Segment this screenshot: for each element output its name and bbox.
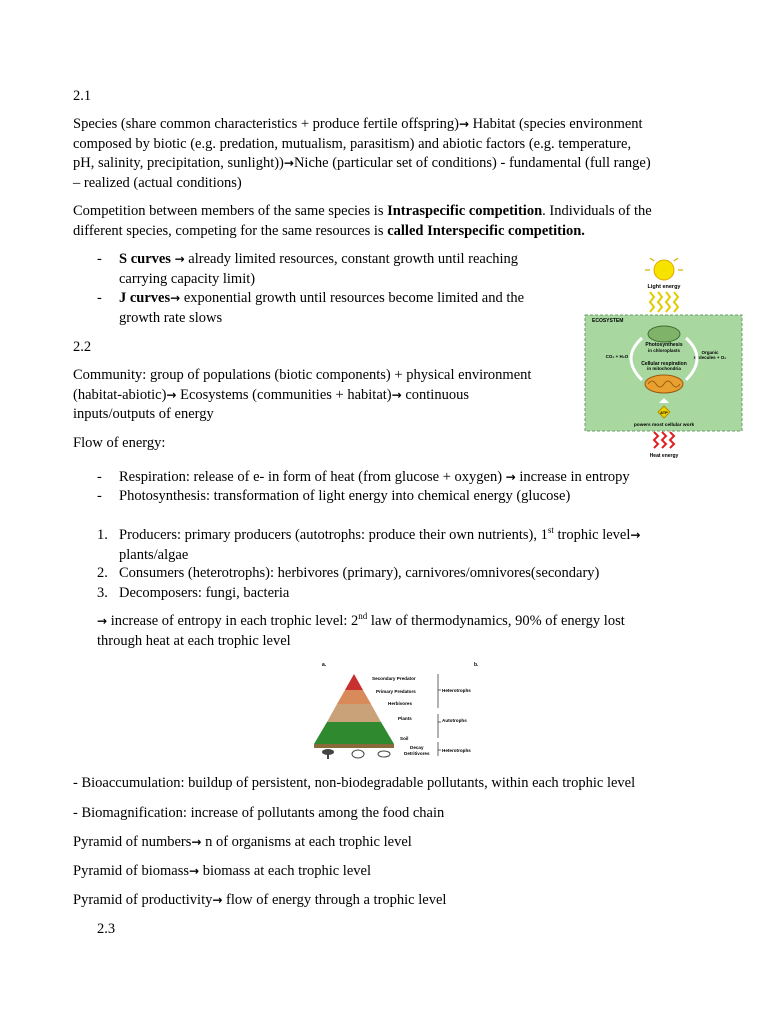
pyramid-of-numbers-text: Pyramid of numbers→ n of organisms at each trophic level bbox=[73, 834, 412, 850]
powers-work-label: powers most cellular work bbox=[633, 423, 695, 428]
community-paragraph: Community: group of populations (biotic components) + physical environment (habitat-abiotic)→ Ecosystems (communities + habitat)→ continuous inputs/outputs of energy bbox=[73, 367, 532, 422]
list-number: 2. bbox=[97, 565, 108, 581]
section-heading-2-2: 2.2 bbox=[73, 339, 92, 355]
pyramid-of-biomass-text: Pyramid of biomass→ biomass at each trophic level bbox=[73, 863, 371, 879]
list-item-consumers: Consumers (heterotrophs): herbivores (primary), carnivores/omnivores(secondary) bbox=[119, 565, 600, 581]
plants-label: Plants bbox=[398, 716, 412, 721]
species-paragraph: Species (share common characteristics + produce fertile offspring)→ Habitat (species environment composed by biotic (e.g. predation, mutualism, parasitism) and abiotic factors (e.g. temperature, pH, salinity, precipitation, sunlight))→Niche (particular set of conditions) - fundamental (full range) – realized (actual conditions) bbox=[73, 116, 651, 191]
chloroplast-icon bbox=[648, 326, 680, 342]
herbivores-label: Herbivores bbox=[388, 701, 413, 706]
competition-paragraph: Competition between members of the same species is Intraspecific competition. Individuals of the different species, competing for the same resources is called Interspecific competition. bbox=[73, 203, 652, 239]
arrow-icon: → bbox=[391, 387, 402, 402]
list-item-s-curves: S curves → already limited resources, constant growth until reaching carrying capacity limit) bbox=[119, 251, 519, 287]
pyramid-level-herbivores bbox=[327, 704, 381, 722]
molecules-label: molecules + O₂ bbox=[693, 355, 727, 360]
arrow-icon: → bbox=[191, 835, 202, 849]
soil-label: Soil bbox=[400, 736, 409, 741]
heat-bolts-icon bbox=[654, 432, 674, 448]
in-mitochondria-label: in mitochondria bbox=[647, 366, 681, 371]
shell-icon bbox=[352, 750, 364, 758]
sun-icon bbox=[654, 260, 674, 280]
co2-label: CO₂ + H₂O bbox=[605, 354, 629, 359]
pyramid-of-productivity-text: Pyramid of productivity→ flow of energy through a trophic level bbox=[73, 892, 447, 908]
heterotrophs-bottom-label: Heterotrophs bbox=[442, 748, 471, 753]
ecosystem-label: ECOSYSTEM bbox=[592, 318, 624, 324]
arrow-icon: → bbox=[212, 893, 223, 907]
list-dash: - bbox=[97, 488, 102, 504]
flow-of-energy-title: Flow of energy: bbox=[73, 435, 166, 451]
cellular-respiration-label: Cellular respiration bbox=[641, 361, 687, 367]
list-item-photosynthesis: Photosynthesis: transformation of light energy into chemical energy (glucose) bbox=[119, 488, 571, 504]
organic-label: Organic bbox=[701, 350, 719, 355]
arrow-icon: → bbox=[630, 528, 641, 542]
list-item-producers: Producers: primary producers (autotrophs: produce their own nutrients), 1st trophic level→ plants/algae bbox=[119, 525, 641, 563]
section-heading-2-1: 2.1 bbox=[73, 88, 92, 104]
arrow-icon: → bbox=[170, 291, 181, 305]
arrow-icon: → bbox=[189, 864, 200, 878]
list-dash: - bbox=[97, 290, 102, 306]
autotrophs-label: Autotrophs bbox=[442, 718, 467, 723]
entropy-paragraph: → increase of entropy in each trophic level: 2nd law of thermodynamics, 90% of energy lost through heat at each trophic level bbox=[97, 611, 625, 649]
arrow-icon: → bbox=[97, 614, 108, 628]
heterotrophs-top-label: Heterotrophs bbox=[442, 688, 471, 693]
ecosystem-energy-figure bbox=[584, 258, 743, 458]
soil-layer bbox=[314, 744, 394, 748]
heat-energy-label: Heat energy bbox=[649, 453, 679, 458]
photosynthesis-label: Photosynthesis bbox=[645, 342, 683, 348]
figure-label-a: a. bbox=[322, 662, 327, 668]
arrow-icon: → bbox=[283, 156, 294, 170]
figure-label-b: b. bbox=[474, 662, 479, 668]
list-number: 1. bbox=[97, 527, 108, 543]
arrow-icon: → bbox=[166, 387, 177, 402]
arrow-icon: → bbox=[174, 252, 185, 266]
list-dash: - bbox=[97, 469, 102, 485]
trophic-pyramid-figure bbox=[312, 660, 482, 762]
biomagnification-text: - Biomagnification: increase of pollutants among the food chain bbox=[73, 805, 445, 821]
list-number: 3. bbox=[97, 585, 108, 601]
light-energy-label: Light energy bbox=[647, 284, 681, 290]
light-bolts-icon bbox=[650, 292, 678, 312]
section-heading-2-3: 2.3 bbox=[97, 921, 116, 937]
primary-predators-label: Primary Predators bbox=[376, 689, 416, 694]
detritivores-label: Detritivores bbox=[404, 751, 430, 756]
secondary-predator-label: Secondary Predator bbox=[372, 676, 416, 681]
pyramid-level-secondary bbox=[345, 674, 363, 690]
list-item-respiration: Respiration: release of e- in form of heat (from glucose + oxygen) → increase in entropy bbox=[119, 469, 630, 485]
in-chloroplasts-label: in chloroplasts bbox=[647, 348, 681, 353]
arrow-icon: → bbox=[458, 117, 470, 131]
pyramid-level-plants bbox=[314, 722, 394, 744]
decay-label: Decay bbox=[410, 745, 424, 750]
list-item-decomposers: Decomposers: fungi, bacteria bbox=[119, 585, 290, 601]
list-dash: - bbox=[97, 251, 102, 267]
arrow-icon: → bbox=[505, 470, 516, 484]
pyramid-level-primary bbox=[337, 690, 371, 704]
list-item-j-curves: J curves→ exponential growth until resources become limited and the growth rate slows bbox=[119, 290, 525, 326]
atp-label: ATP bbox=[660, 410, 668, 415]
worm-icon bbox=[378, 751, 390, 757]
bioaccumulation-text: - Bioaccumulation: buildup of persistent, non-biodegradable pollutants, within each trophic level bbox=[73, 775, 636, 791]
